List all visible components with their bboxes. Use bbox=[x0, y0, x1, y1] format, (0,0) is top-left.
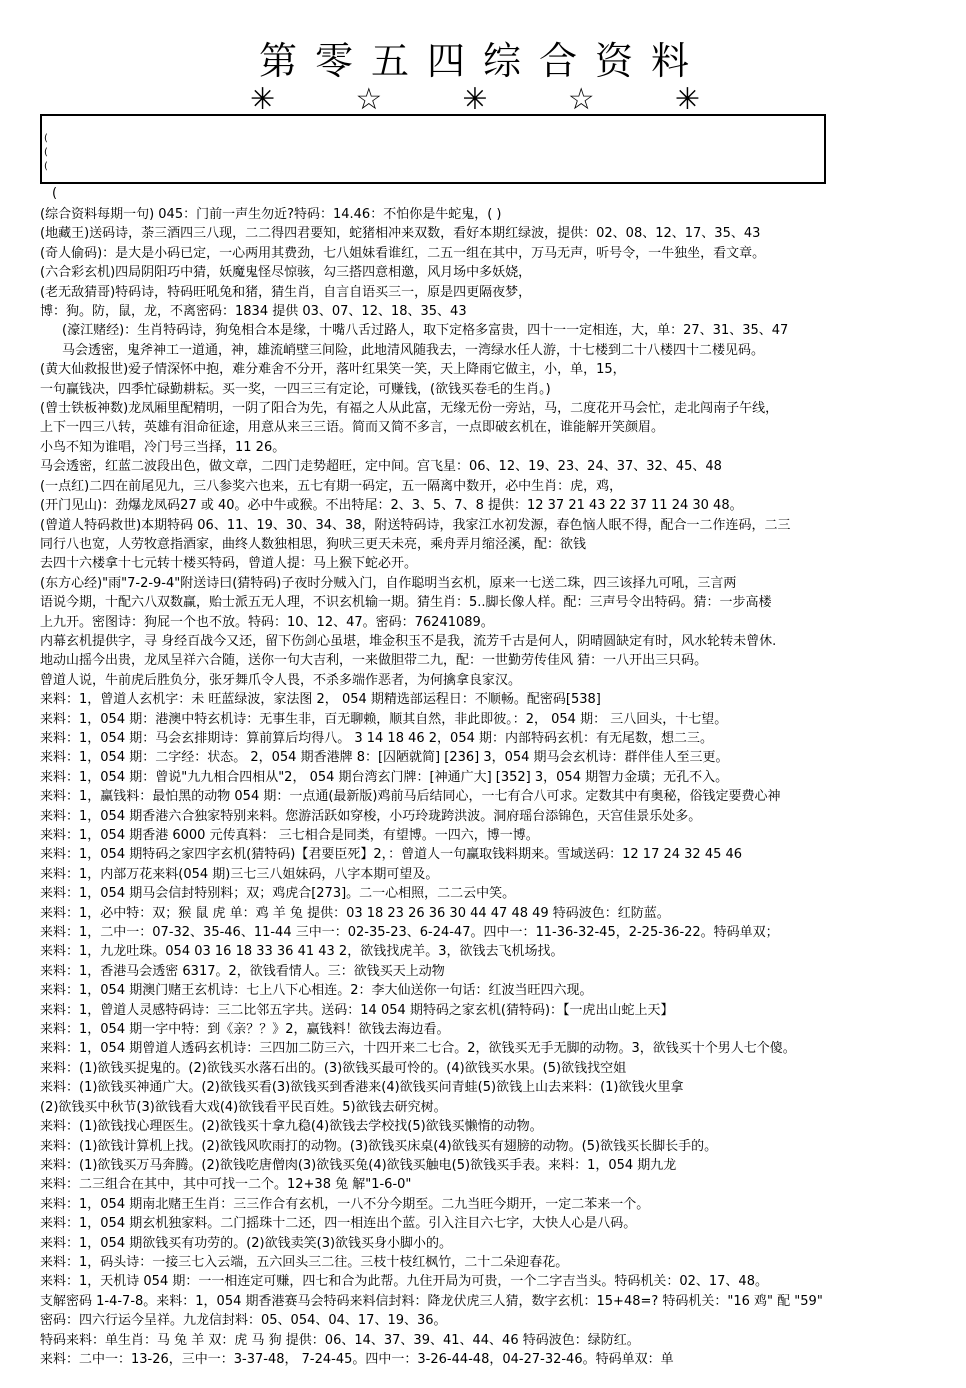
box-mark: ( bbox=[44, 133, 48, 144]
text-line: (老无敌猜哥)特码诗，特码旺吼兔和猪，猜生肖，自言自语买三一，原是四更隔夜梦， bbox=[40, 284, 532, 300]
text-line: (2)欲钱买中秋节(3)欲钱看大戏(4)欲钱看平民百姓。5)欲钱去研究树。 bbox=[40, 1099, 447, 1115]
blank-box bbox=[40, 114, 826, 184]
box-under-mark: ( bbox=[52, 186, 58, 201]
text-line: 来料：1，内部万花来料(054 期)三七三八姐妹码，八字本期可望及。 bbox=[40, 866, 439, 882]
text-line: 上九开。密图诗：狗屁一个也不放。特码：10、12、47。密码：76241089。 bbox=[40, 614, 494, 630]
text-line: 马会透密，鬼斧神工一道通，神，雄流峭壁三间险，此地清风随我去，一湾绿水任人游，十七楼到二十八楼四十二楼见码。 bbox=[62, 342, 765, 358]
text-line: 来料：1，054 期玄机独家料。二门摇珠十二还，四一相连出个蓝。引入注目六七字，大快人心是八码。 bbox=[40, 1216, 637, 1232]
box-mark: ( bbox=[44, 147, 48, 158]
text-line: 来料：1，二中一：07-32、35-46、11-44 三中一：02-35-23、6-24-47。四中一：11-36-32-45，2-25-36-22。特码单双； bbox=[40, 925, 779, 941]
text-line: (曾士铁板神数)龙凤厢里配精明，一阴了阳合为先，有福之人从此富，无缘无份一旁站，马，二度花开马会忙，走北闯南子午线， bbox=[40, 401, 779, 417]
asterisk-icon: ✳ bbox=[462, 82, 488, 117]
asterisk-icon: ✳ bbox=[250, 82, 276, 117]
text-line: (一点红)二四在前尾见九，三八参奖六也来，五七有期一码定，五一隔离中数开，必中生肖：虎，鸡， bbox=[40, 478, 623, 494]
text-line: (六合彩玄机)四局阴阳巧中猜，妖魔鬼怪尽惊骇，勾三搭四意相邀，风月场中多妖娆， bbox=[40, 265, 532, 281]
text-line: 来料：1，054 期：港澳中特玄机诗：无事生非，百无聊赖，顺其自然，非此即彼。：2， 054 期： 三八回头，十七望。 bbox=[40, 711, 728, 727]
text-line: (地藏王)送码诗，荼三酒四三八现，二二得四君要知，蛇猪相冲来双数，看好本期红绿波，提供：02、08、12、17、35、43 bbox=[40, 226, 761, 242]
text-line: 曾道人说，牛前虎后胜负分，张牙舞爪令人畏，不杀多端作恶者，为何擒拿良家汉。 bbox=[40, 672, 522, 688]
text-line: (濠江赌经)：生肖特码诗，狗兔相合本是缘，十嘴八舌过路人，取下定格多富贵，四十一一定相连，大，单：27、31、35、47 bbox=[62, 323, 789, 339]
box-mark: ( bbox=[44, 161, 48, 172]
text-line: 密码：四六行运今呈祥。九龙信封料：05、054、04、17、19、36。 bbox=[40, 1313, 447, 1329]
text-line: 来料：1，香港马会透密 6317。2，欲钱看情人。三：欲钱买天上动物 bbox=[40, 963, 445, 979]
text-line: 地动山摇今出贵，龙凤呈祥六合随，送你一句大吉利，一来做胆带二九，配：一世勤劳传佳风 猜：一八开出三只码。 bbox=[40, 653, 708, 669]
text-line: 来料：二中一：13-26，三中一：3-37-48， 7-24-45。四中一：3-26-44-48，04-27-32-46。特码单双：单 bbox=[40, 1351, 674, 1367]
text-line: 同行八也宽，人劳牧意指酒家，曲终人数独相思，狗吠三更天未亮，乘舟弄月缩泾溪，配：欲钱 bbox=[40, 536, 587, 552]
text-line: 内幕玄机提供字，寻 身经百战今又还，留下伤剑心虽堪，堆金积玉不是我，流芳千古是何人，阴晴圆缺定有时，风水轮转未曾休. bbox=[40, 633, 777, 649]
text-line: 一句赢钱决，四季忙碌勤耕耘。买一奖，一四三三有定论，可赚钱，(欲钱买卷毛的生肖。) bbox=[40, 381, 551, 397]
text-line: 来料：1，054 期：曾说"九九相合四相从"2， 054 期台湾玄门牌：[神通广大] [352] 3，054 期智力金璜；无孔不入。 bbox=[40, 769, 729, 785]
content-lines bbox=[40, 205, 940, 1369]
text-line: 来料：(1)欲钱买捉鬼的。(2)欲钱买水落石出的。(3)欲钱买最可怜的。(4)欲钱买水果。(5)欲钱找空姐 bbox=[40, 1060, 627, 1076]
text-line: (东方心经)"雨"7-2-9-4"附送诗曰(猜特码)子夜时分贼入门，自作聪明当玄机，原来一七送二珠，四三该择九可吼，三言两 bbox=[40, 575, 737, 591]
box-left-marks bbox=[44, 132, 48, 174]
text-line: 特码来料：单生肖：马 兔 羊 双：虎 马 狗 提供：06、14、37、39、41、44、46 特码波色：绿防红。 bbox=[40, 1332, 640, 1348]
text-line: 来料：1，054 期马会信封特别料；双；鸡虎合[273]。二一心相照，二二云中笑。 bbox=[40, 886, 516, 902]
text-line: 支解密码 1-4-7-8。来料：1，054 期香港赛马会特码来料信封料：降龙伏虎三人猜，数字玄机：15+48=? 特码机关："16 鸡" 配 "59" bbox=[40, 1293, 823, 1309]
text-line: 来料：1，054 期香港 6000 元传真料： 三七相合是同类，有望博。一四六，博一博。 bbox=[40, 828, 539, 843]
text-line: 博：狗。防，鼠，龙，不离密码：1834 提供 03、07、12、18、35、43 bbox=[40, 304, 467, 320]
text-line: 来料：1，054 期南北赌王生肖：三三作合有玄机，一八不分今期至。二九当旺今期开，一定二苯来一个。 bbox=[40, 1196, 650, 1212]
text-line: 语说今期，十配六八双数赢，贻士派五无人理，不识玄机输一期。猜生肖：5..脚长像人样。配：三声号令出特码。猜：一步高楼 bbox=[40, 595, 772, 611]
asterisk-icon: ✳ bbox=[674, 82, 700, 117]
text-line: 上下一四三八转，英雄有泪命征途，用意从来三三语。简而又简不多言，一点即破玄机在，谁能解开笑颜眉。 bbox=[40, 420, 665, 436]
text-line: 小鸟不知为谁唱，冷门号三当择，11 26。 bbox=[40, 439, 286, 455]
text-line: 来料：1，054 期：马会玄排期诗：算前算后均得八。 3 14 18 46 2，054 期：内部特码玄机：有无尾数，想二三。 bbox=[40, 730, 713, 746]
text-line: 来料：二三组合在其中，其中可找一二个。12+38 兔 解"1-6-0" bbox=[40, 1177, 412, 1193]
text-line: 来料：1，码头诗：一接三七入云端，五六回头三二往。三枝十枝红枫竹，二十二朵迎春花。 bbox=[40, 1254, 569, 1270]
text-line: 来料：(1)欲钱找心理医生。(2)欲钱买十拿九稳(4)欲钱去学校找(5)欲钱买懒惰的动物。 bbox=[40, 1119, 543, 1135]
text-line: 来料：1，九龙吐珠。054 03 16 18 33 36 41 43 2，欲钱找虎羊。3，欲钱去飞机场找。 bbox=[40, 944, 564, 960]
star-icon: ☆ bbox=[355, 82, 383, 117]
text-line: (综合资料每期一句) 045：门前一声生勿近?特码：14.46：不怕你是牛蛇鬼，( ) bbox=[40, 207, 502, 222]
star-icon: ☆ bbox=[567, 82, 595, 117]
text-line: 来料：(1)欲钱计算机上找。(2)欲钱风吹雨打的动物。(3)欲钱买床桌(4)欲钱买有翅膀的动物。(5)欲钱买长脚长手的。 bbox=[40, 1138, 718, 1154]
text-line: 来料：1，必中特：双；猴 鼠 虎 单：鸡 羊 兔 提供：03 18 23 26 36 30 44 47 48 49 特码波色：红防蓝。 bbox=[40, 905, 670, 921]
text-line: 来料：1，054 期：二字经：状态。 2，054 期香港牌 8：[囚陋就简] [236] 3，054 期马会玄机诗：群伴佳人至三更。 bbox=[40, 750, 729, 766]
text-line: 来料：1，054 期曾道人透码玄机诗：三四加二防三六，十四开来二七合。2，欲钱买无手无脚的动物。3，欲钱买十个男人七个傻。 bbox=[40, 1041, 796, 1057]
text-line: 去四十六楼拿十七元转十楼买特码，曾道人提：马上猴下蛇必开。 bbox=[40, 556, 418, 572]
text-line: 来料：1，054 期一字中特：到《亲？？》2，赢钱料！欲钱去海边看。 bbox=[40, 1022, 450, 1038]
text-line: 来料：1，天机诗 054 期：一一相连定可赚，四七和合为此帮。九住开局为可贵，一个二字吉当头。特码机关：02、17、48。 bbox=[40, 1274, 768, 1290]
text-line: 来料：1，054 期特码之家四字玄机(猜特码)【君要臣死】2，：曾道人一句赢取钱料期来。雪域送码：12 17 24 32 45 46 bbox=[40, 847, 743, 863]
page-title: 第零五四综合资料 bbox=[258, 39, 707, 83]
text-line: (黄大仙救报世)爱子情深怀中抱，难分难舍不分开，落叶红果笑一笑，天上降雨它做主，小，单，15， bbox=[40, 362, 626, 378]
text-line: 来料：1，曾道人玄机字：未 旺蓝绿波，家法图 2， 054 期精选部运程日：不顺畅。配密码[538] bbox=[40, 692, 601, 708]
text-line: 来料：1，054 期欲钱买有功劳的。(2)欲钱卖笑(3)欲钱买身小脚小的。 bbox=[40, 1235, 453, 1251]
text-line: 来料：1，曾道人灵感特码诗：三二比邻五字共。送码：14 054 期特码之家玄机(猜特码)：【一虎出山蛇上天】 bbox=[40, 1002, 674, 1018]
text-line: (开门见山)：劲爆龙凤码27 或 40。必中牛或猴。不出特尾：2、3、5、7、8 提供：12 37 21 43 22 37 11 24 30 48。 bbox=[40, 498, 743, 514]
text-line: 马会透密，红蓝二波段出色，做文章，二四门走势超旺，定中间。宫飞星：06、12、19、23、24、37、32、45、48 bbox=[40, 459, 722, 475]
text-line: (曾道人特码救世)本期特码 06、11、19、30、34、38，附送特码诗，我家江水初发源，春色恼人眠不得，配合一二作连码，二三 bbox=[40, 517, 791, 533]
text-line: 来料：1，054 期香港六合独家特别来料。您游活跃如穿梭，小巧玲珑跨洪波。洞府瑶台添锦色，天宫佳景乐处多。 bbox=[40, 808, 702, 824]
text-line: 来料：1，054 期澳门赌王玄机诗：七上八下心相连。2：李大仙送你一句话：红波当旺四六现。 bbox=[40, 983, 593, 999]
text-line: 来料：(1)欲钱买万马奔腾。(2)欲钱吃唐僧肉(3)欲钱买兔(4)欲钱买触电(5)欲钱买手表。来料：1，054 期九龙 bbox=[40, 1157, 677, 1173]
text-line: (奇人偷码)：是大是小码已定，一心两用其费劲，七八姐妹看谁红，二五一组在其中，万马无声，听号令，一牛独坐，看文章。 bbox=[40, 245, 766, 261]
text-line: 来料：(1)欲钱买神通广大。(2)欲钱买看(3)欲钱买到香港来(4)欲钱买问青蛙(5)欲钱上山去来料：(1)欲钱火里拿 bbox=[40, 1080, 684, 1096]
text-line: 来料：1，赢钱料：最怕黑的动物 054 期：一点通(最新版)鸡前马后结同心，一七有合八可求。定数其中有奥秘，俗钱定要费心神 bbox=[40, 789, 781, 805]
